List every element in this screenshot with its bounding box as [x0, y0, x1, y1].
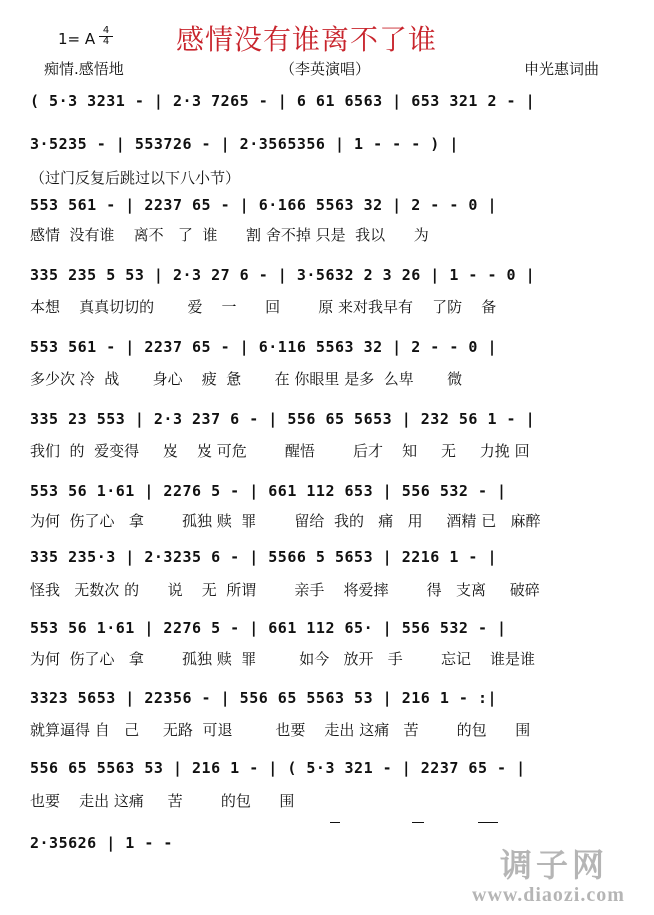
- staff-row: [30, 410, 626, 438]
- lyrics-line: 也要 走出 这痛 苦 的包 围: [30, 792, 295, 810]
- notation-line: 553 561 - | 2237 65 - | 6·166 5563 32 | 2 - - 0 |: [30, 196, 498, 214]
- lyrics-line: 为何 伤了心 拿 孤独 赎 罪 如今 放开 手 忘记 谁是谁: [30, 650, 536, 668]
- staff-row: [30, 548, 626, 576]
- staff-row: [30, 619, 626, 647]
- lyrics-line: 本想 真真切切的 爱 一 回 原 来对我早有 了防 备: [30, 298, 497, 316]
- notation-line: 335 235·3 | 2·3235 6 - | 5566 5 5653 | 2216 1 - |: [30, 548, 498, 566]
- staff-row: [30, 689, 626, 717]
- notation-line: 553 56 1·61 | 2276 5 - | 661 112 65· | 556 532 - |: [30, 619, 507, 637]
- time-signature-bottom: 4: [102, 36, 110, 47]
- lyrics-line: 为何 伤了心 拿 孤独 赎 罪 留给 我的 痛 用 酒精 已 麻醉: [30, 512, 541, 530]
- composer-credit: 申光惠词曲: [524, 60, 600, 78]
- staff-row: [30, 92, 626, 120]
- notation-line: 3323 5653 | 22356 - | 556 65 5563 53 | 216 1 - :|: [30, 689, 498, 707]
- key-signature: 1= A: [58, 30, 96, 48]
- notation-line: 335 235 5 53 | 2·3 27 6 - | 3·5632 2 3 26 | 1 - - 0 |: [30, 266, 536, 284]
- performance-mood: 痴情.感悟地: [44, 60, 124, 78]
- time-signature: [99, 26, 113, 47]
- notation-line: 335 23 553 | 2·3 237 6 - | 556 65 5653 | 232 56 1 - |: [30, 410, 536, 428]
- staff-row: [30, 482, 626, 510]
- underline-mark: [412, 822, 424, 823]
- underline-mark: [478, 822, 498, 823]
- staff-row: [30, 338, 626, 366]
- notation-line: 553 56 1·61 | 2276 5 - | 661 112 653 | 556 532 - |: [30, 482, 507, 500]
- singer-credit: （李英演唱）: [280, 60, 371, 78]
- song-title: 感情没有谁离不了谁: [176, 23, 438, 56]
- repeat-instruction: （过门反复后跳过以下八小节）: [30, 169, 241, 187]
- notation-line: 556 65 5563 53 | 216 1 - | ( 5·3 321 - | 2237 65 - |: [30, 759, 526, 777]
- time-signature-top: 4: [99, 26, 113, 37]
- watermark-url: www.diaozi.com: [472, 884, 625, 906]
- lyrics-line: 怪我 无数次 的 说 无 所谓 亲手 将爱摔 得 支离 破碎: [30, 581, 540, 599]
- lyrics-line: 就算逼得 自 己 无路 可退 也要 走出 这痛 苦 的包 围: [30, 721, 531, 739]
- watermark-site-name: 调子网: [500, 846, 609, 884]
- notation-line: ( 5·3 3231 - | 2·3 7265 - | 6 61 6563 | 653 321 2 - |: [30, 92, 536, 110]
- staff-row: [30, 759, 626, 787]
- staff-row: [30, 135, 626, 163]
- notation-line: 2·35626 | 1 - -: [30, 834, 173, 852]
- staff-row: [30, 196, 626, 224]
- underline-mark: [330, 822, 340, 823]
- notation-line: 3·5235 - | 553726 - | 2·3565356 | 1 - - - ) |: [30, 135, 459, 153]
- staff-row: [30, 266, 626, 294]
- lyrics-line: 多少次 冷 战 身心 疲 惫 在 你眼里 是多 么卑 微: [30, 370, 463, 388]
- lyrics-line: 我们 的 爱变得 岌 岌 可危 醒悟 后才 知 无 力挽 回: [30, 442, 530, 460]
- notation-line: 553 561 - | 2237 65 - | 6·116 5563 32 | 2 - - 0 |: [30, 338, 498, 356]
- lyrics-line: 感情 没有谁 离不 了 谁 割 舍不掉 只是 我以 为: [30, 226, 429, 244]
